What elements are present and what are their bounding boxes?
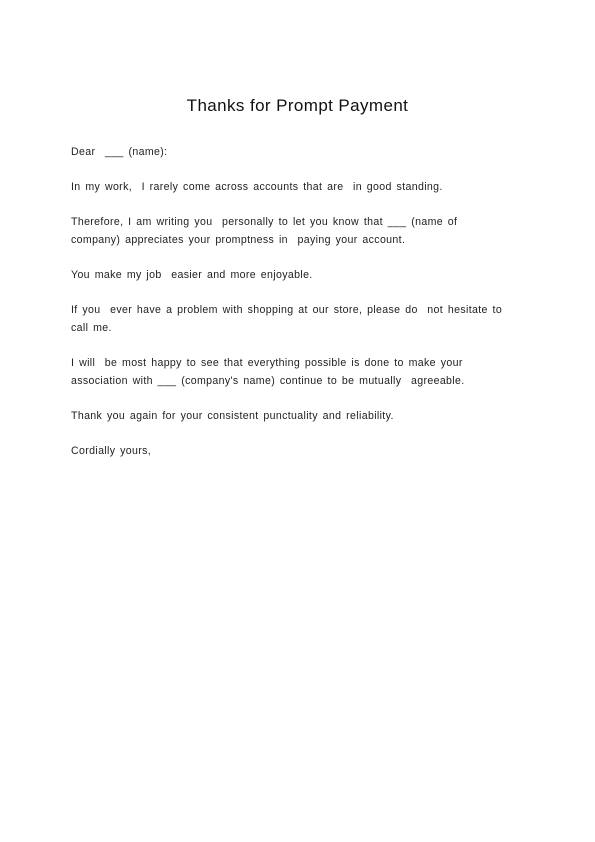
closing: Cordially yours, — [71, 445, 152, 457]
paragraph-1: In my work, I rarely come across accounts that are in good standing. — [71, 181, 443, 193]
paragraph-3: You make my job easier and more enjoyable. — [71, 269, 313, 281]
paragraph-2: Therefore, I am writing you personally to let you know that ___ (name of company) appreciates your promptness in paying your account. — [71, 216, 458, 246]
document-title: Thanks for Prompt Payment — [186, 96, 409, 115]
paragraph-5: I will be most happy to see that everything possible is done to make your association with ___ (company's name) continue to be mutually agreeable. — [71, 357, 465, 387]
salutation: Dear ___ (name): — [71, 146, 168, 158]
paragraph-6: Thank you again for your consistent punctuality and reliability. — [71, 410, 394, 422]
paragraph-4: If you ever have a problem with shopping at our store, please do not hesitate to call me. — [71, 304, 503, 334]
